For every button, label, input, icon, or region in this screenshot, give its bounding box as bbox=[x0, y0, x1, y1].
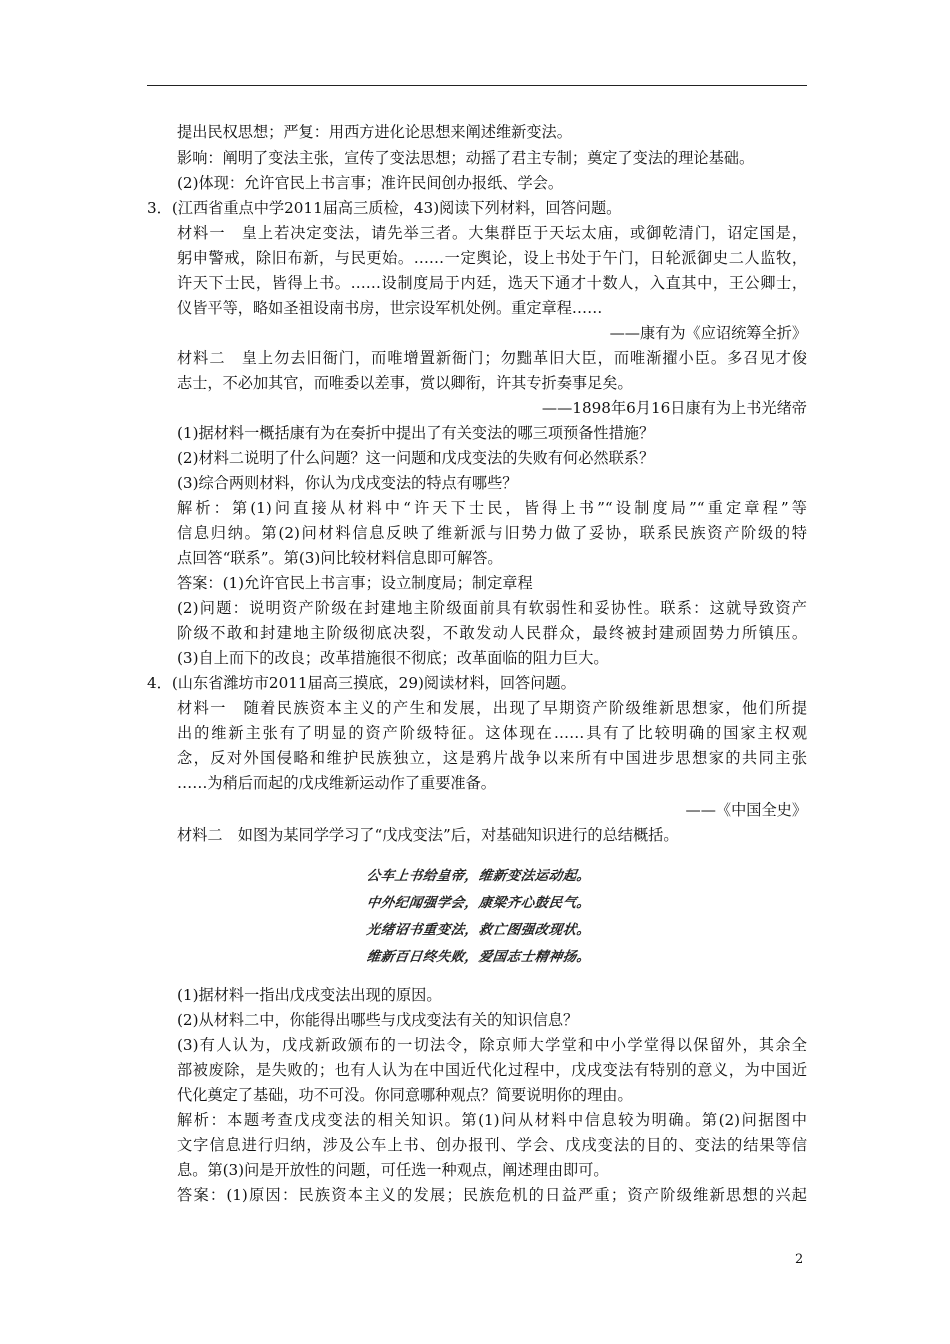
text-line: (3)有人认为，戊戌新政颁布的一切法令，除京师大学堂和中小学堂得以保留外，其余全 bbox=[177, 1036, 807, 1054]
text-line: 念，反对外国侵略和维护民族独立，这是鸦片战争以来所有中国进步思想家的共同主张 bbox=[177, 749, 807, 767]
text-line: 提出民权思想；严复：用西方进化论思想来阐述维新变法。 bbox=[177, 123, 572, 141]
text-line: 解析：第(1)问直接从材料中“许天下士民，皆得上书”“设制度局”“重定章程”等 bbox=[177, 499, 807, 517]
text-line: 材料一 皇上若决定变法，请先举三者。大集群臣于天坛太庙，或御乾清门，诏定国是， bbox=[177, 224, 807, 242]
text-line: 阶级不敢和封建地主阶级彻底决裂，不敢发动人民群众，最终被封建顽固势力所镇压。 bbox=[177, 624, 807, 642]
text-line: 解析：本题考查戊戌变法的相关知识。第(1)问从材料中信息较为明确。第(2)问据图中 bbox=[177, 1111, 807, 1129]
text-line: (3)自上而下的改良；改革措施很不彻底；改革面临的阻力巨大。 bbox=[177, 649, 609, 667]
text-line: (2)问题：说明资产阶级在封建地主阶级面前具有软弱性和妥协性。联系：这就导致资产 bbox=[177, 599, 807, 617]
question-heading: 4．(山东省潍坊市2011届高三摸底，29)阅读材料，回答问题。 bbox=[147, 674, 576, 692]
text-line: (3)综合两则材料，你认为戊戌变法的特点有哪些？ bbox=[177, 474, 518, 492]
handwritten-line: 光绪诏书重变法，救亡图强改现状。 bbox=[365, 922, 592, 938]
handwritten-line: 中外纪闻强学会，康梁齐心鼓民气。 bbox=[365, 895, 592, 911]
handwritten-line: 公车上书给皇帝，维新变法运动起。 bbox=[365, 868, 592, 884]
text-line: 材料二 皇上勿去旧衙门，而唯增置新衙门；勿黜革旧大臣，而唯渐擢小臣。多召见才俊 bbox=[177, 349, 807, 367]
text-line: 许天下士民，皆得上书。……设制度局于内廷，选天下通才十数人，入直其中，王公卿士， bbox=[177, 274, 807, 292]
text-line: (2)体现：允许官民上书言事；准许民间创办报纸、学会。 bbox=[177, 174, 564, 192]
text-line: (1)据材料一指出戊戌变法出现的原因。 bbox=[177, 986, 442, 1004]
header-rule bbox=[147, 85, 807, 86]
text-line: 志士，不必加其官，而唯委以差事，赏以卿衔，许其专折奏事足矣。 bbox=[177, 374, 633, 392]
citation: ——康有为《应诏统筹全折》 bbox=[609, 324, 807, 342]
text-line: ……为稍后而起的戊戌维新运动作了重要准备。 bbox=[177, 774, 496, 792]
text-line: 躬申警戒，除旧布新，与民更始。……一定舆论，设上书处于午门，日轮派御史二人监牧， bbox=[177, 249, 807, 267]
text-line: 息。第(3)问是开放性的问题，可任选一种观点，阐述理由即可。 bbox=[177, 1161, 609, 1179]
text-line: 代化奠定了基础，功不可没。你同意哪种观点？简要说明你的理由。 bbox=[177, 1086, 633, 1104]
text-line: 点回答“联系”。第(3)问比较材料信息即可解答。 bbox=[177, 549, 503, 567]
text-line: 文字信息进行归纳，涉及公车上书、创办报刊、学会、戊戌变法的目的、变法的结果等信 bbox=[177, 1136, 807, 1154]
text-line: 材料一 随着民族资本主义的产生和发展，出现了早期资产阶级维新思想家，他们所提 bbox=[177, 699, 807, 717]
citation: ——《中国全史》 bbox=[685, 801, 807, 819]
text-line: (2)材料二说明了什么问题？这一问题和戊戌变法的失败有何必然联系？ bbox=[177, 449, 655, 467]
text-line: 材料二 如图为某同学学习了“戊戌变法”后，对基础知识进行的总结概括。 bbox=[177, 826, 679, 844]
text-line: (1)据材料一概括康有为在奏折中提出了有关变法的哪三项预备性措施？ bbox=[177, 424, 655, 442]
text-line: 答案：(1)允许官民上书言事；设立制度局；制定章程 bbox=[177, 574, 533, 592]
text-line: 仪皆平等，略如圣祖设南书房，世宗设军机处例。重定章程…… bbox=[177, 299, 603, 317]
text-line: 影响：阐明了变法主张，宣传了变法思想；动摇了君主专制；奠定了变法的理论基础。 bbox=[177, 149, 755, 167]
text-line: 部被废除，是失败的；也有人认为在中国近代化过程中，戊戌变法有特别的意义，为中国近 bbox=[177, 1061, 807, 1079]
text-line: (2)从材料二中，你能得出哪些与戊戌变法有关的知识信息？ bbox=[177, 1011, 579, 1029]
citation: ——1898年6月16日康有为上书光绪帝 bbox=[541, 399, 807, 417]
page-number: 2 bbox=[795, 1252, 804, 1267]
question-heading: 3．(江西省重点中学2011届高三质检，43)阅读下列材料，回答问题。 bbox=[147, 199, 622, 217]
text-line: 信息归纳。第(2)问材料信息反映了维新派与旧势力做了妥协，联系民族资产阶级的特 bbox=[177, 524, 807, 542]
handwritten-line: 维新百日终失败，爱国志士精神扬。 bbox=[365, 949, 592, 965]
text-line: 出的维新主张有了明显的资产阶级特征。这体现在……具有了比较明确的国家主权观 bbox=[177, 724, 807, 742]
text-line: 答案：(1)原因：民族资本主义的发展；民族危机的日益严重；资产阶级维新思想的兴起 bbox=[177, 1186, 807, 1204]
handwritten-summary-image bbox=[367, 860, 617, 972]
